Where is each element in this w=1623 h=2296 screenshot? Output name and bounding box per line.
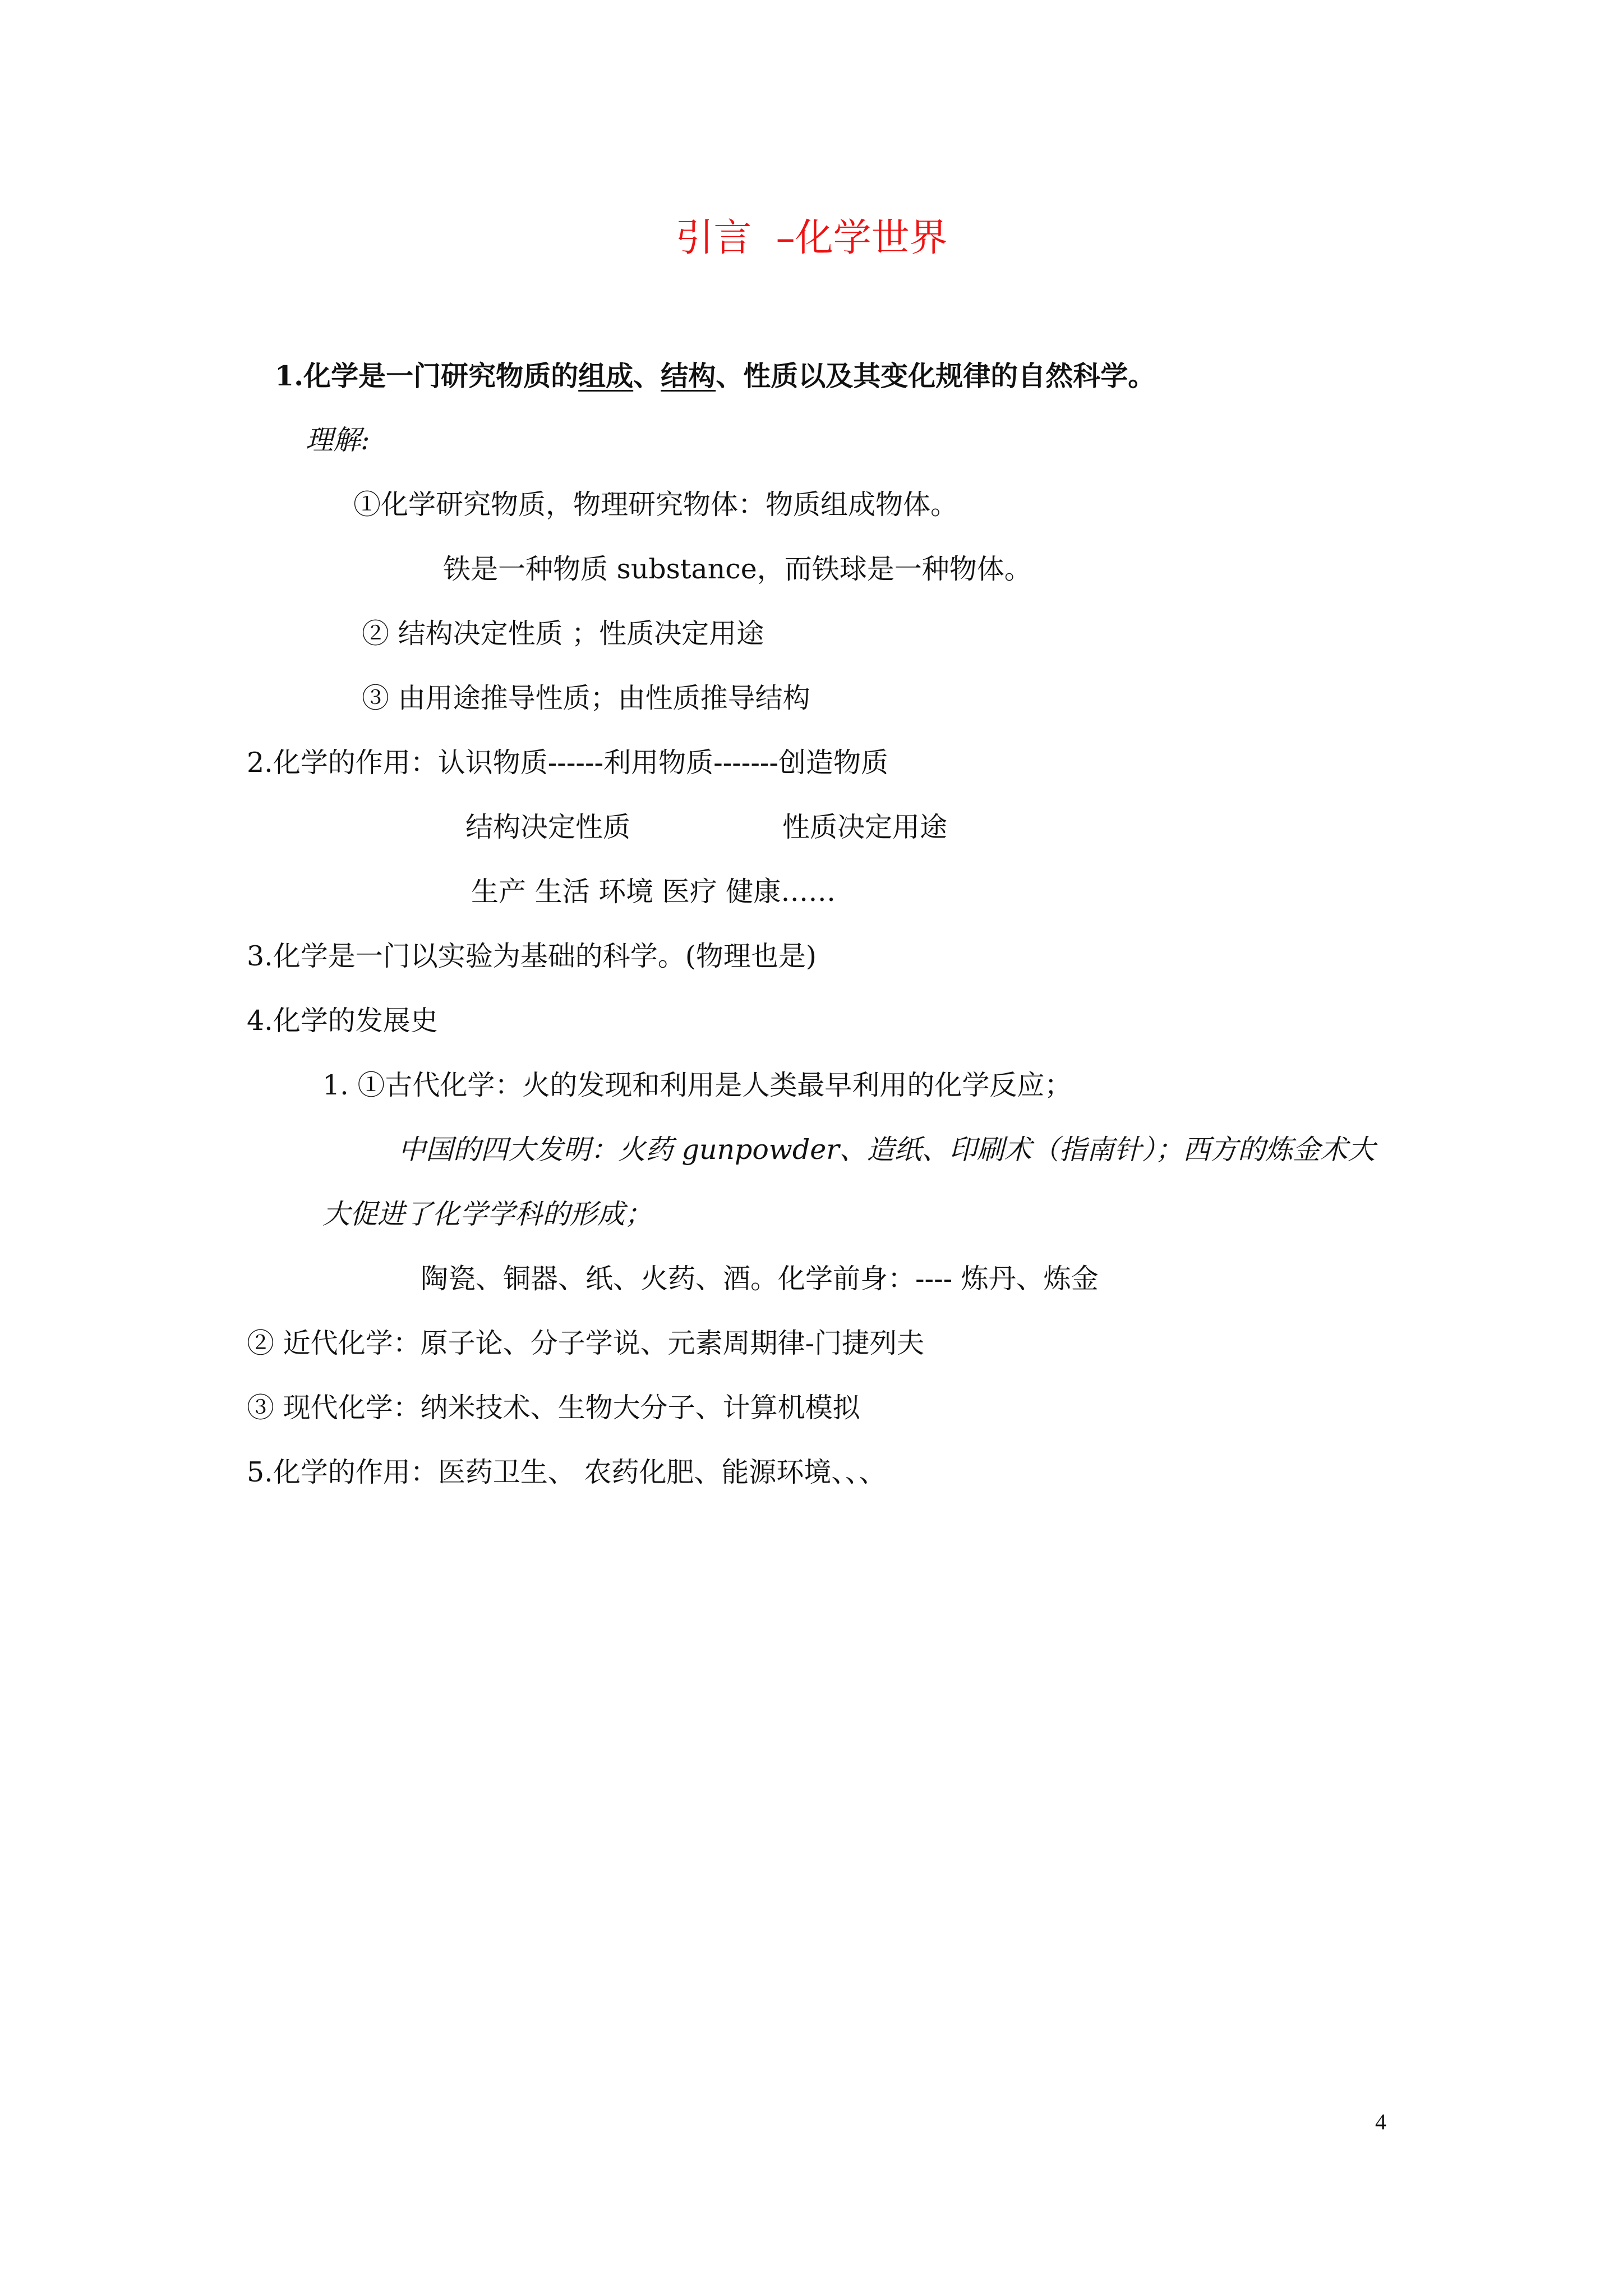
item-1-separator: 、 xyxy=(633,360,661,392)
item-1-definition xyxy=(275,359,1155,393)
point-1: ①化学研究物质，物理研究物体：物质组成物体。 xyxy=(353,489,958,521)
item-4-inventions-line-2: 大促进了化学学科的形成； xyxy=(322,1198,653,1230)
item-3-experiment: 3.化学是一门以实验为基础的科学。(物理也是) xyxy=(247,940,817,972)
understanding-label: 理解: xyxy=(306,424,370,456)
item-1-suffix: 、性质以及其变化规律的自然科学。 xyxy=(716,360,1156,392)
point-1-example: 铁是一种物质 substance，而铁球是一种物体。 xyxy=(443,553,1032,585)
page-title: 引言 –化学世界 xyxy=(675,216,948,260)
point-2: ② 结构决定性质 ；性质决定用途 xyxy=(362,618,764,650)
item-4-history: 4.化学的发展史 xyxy=(247,1005,438,1037)
item-2-sub-property: 性质决定用途 xyxy=(782,811,948,843)
item-4-ancient: 1. ①古代化学：火的发现和利用是人类最早利用的化学反应； xyxy=(322,1069,1072,1101)
page-number: 4 xyxy=(1375,2109,1386,2134)
item-1-underline-structure: 结构 xyxy=(661,360,716,392)
item-2-applications: 生产 生活 环境 医疗 健康…… xyxy=(471,876,836,908)
item-4-modern-early: ② 近代化学：原子论、分子学说、元素周期律-门捷列夫 xyxy=(247,1327,925,1359)
item-1-underline-composition: 组成 xyxy=(578,360,634,392)
item-4-modern: ③ 现代化学：纳米技术、生物大分子、计算机模拟 xyxy=(247,1392,860,1424)
item-4-inventions-line-1: 中国的四大发明：火药 gunpowder、造纸、印刷术（指南针）；西方的炼金术大 xyxy=(398,1134,1376,1166)
item-5-role: 5.化学的作用：医药卫生、 农药化肥、能源环境、、、 xyxy=(247,1456,887,1488)
item-2-sub-structure: 结构决定性质 xyxy=(465,811,631,843)
item-1-prefix: 1.化学是一门研究物质的 xyxy=(275,360,579,392)
item-2-role: 2.化学的作用：认识物质------利用物质-------创造物质 xyxy=(247,747,888,779)
item-4-precursor: 陶瓷、铜器、纸、火药、酒。化学前身：---- 炼丹、炼金 xyxy=(421,1263,1099,1295)
point-3: ③ 由用途推导性质；由性质推导结构 xyxy=(362,682,810,714)
